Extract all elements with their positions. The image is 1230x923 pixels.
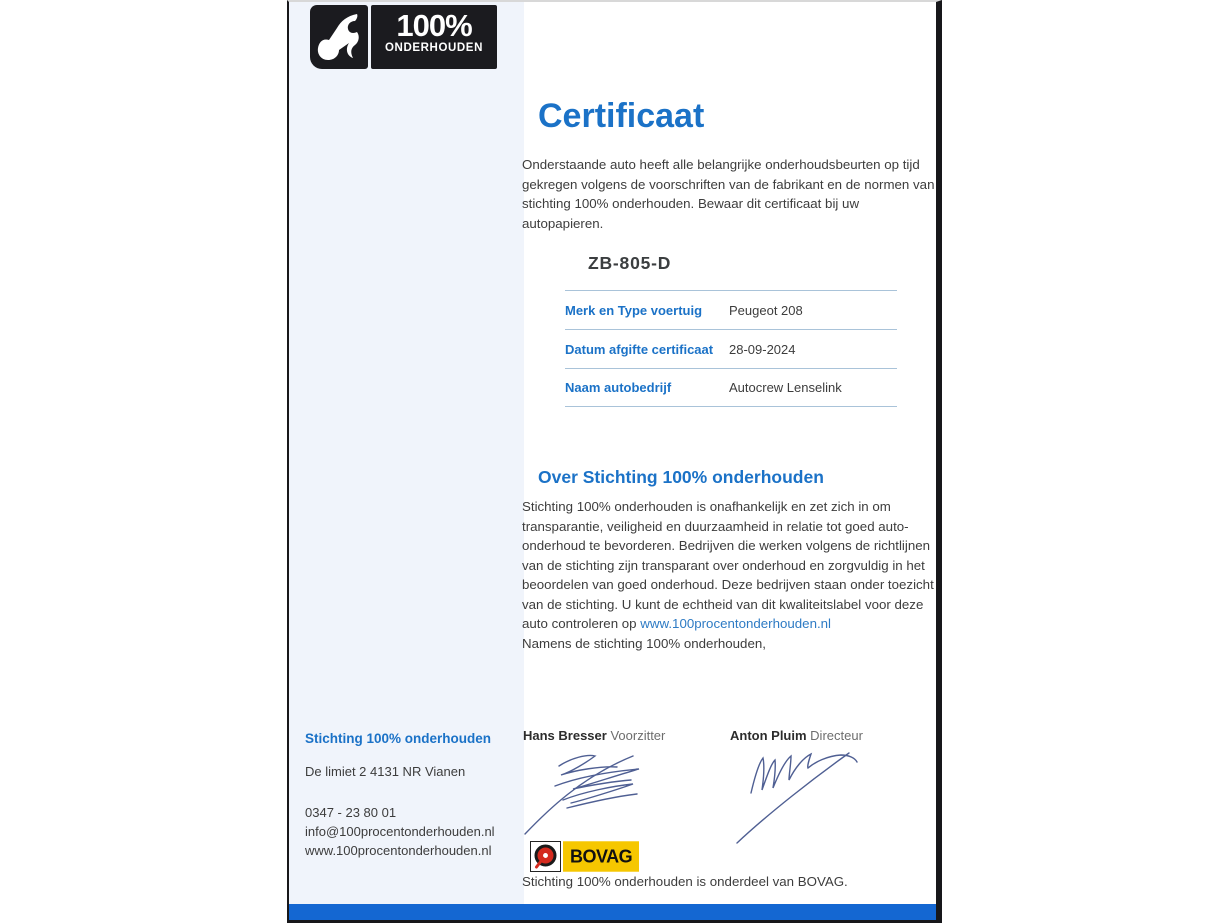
page-title: Certificaat — [538, 97, 705, 135]
signature-label-voorzitter — [523, 728, 665, 743]
contact-address: De limiet 2 4131 NR Vianen — [305, 764, 466, 779]
signature-image-anton-pluim — [729, 738, 884, 848]
logo-wordmark — [371, 5, 497, 69]
signer-role: Voorzitter — [610, 728, 666, 743]
bovag-wheel-icon — [530, 841, 561, 872]
contact-email: info@100procentonderhouden.nl — [305, 824, 495, 839]
detail-label: Datum afgifte certificaat — [565, 341, 714, 357]
about-closing-line: Namens de stichting 100% onderhouden, — [522, 635, 766, 651]
about-text: Stichting 100% onderhouden is onafhankelijk en zet zich in om transparantie, veiligheid en duurzaamheid in relatie tot goed auto-onderhoud te bevorderen. Bedrijven die werken volgens de richtlijnen van de stichting zijn transparant over onderhoud en zorgvuldig in het beoordelen van goed onderhoud. Deze bedrijven staan onder toezicht van de stichting. U kunt de echtheid van dit kwaliteitslabel voor deze auto controleren op — [522, 499, 934, 631]
detail-label: Naam autobedrijf — [565, 380, 672, 395]
detail-value: 28-09-2024 — [729, 341, 796, 357]
wrench-icon — [310, 5, 368, 69]
vehicle-details-table — [565, 290, 897, 407]
detail-value: Autocrew Lenselink — [729, 380, 842, 395]
table-row — [565, 329, 897, 368]
bovag-wordmark: BOVAG — [563, 841, 639, 871]
license-plate: ZB-805-D — [588, 253, 672, 273]
signer-name: Anton Pluim — [730, 728, 807, 743]
certificate-page — [287, 0, 942, 923]
detail-value: Peugeot 208 — [729, 302, 803, 318]
logo-percent-text: 100% — [396, 8, 472, 43]
bovag-logo — [530, 841, 639, 872]
logo-100-procent-onderhouden — [310, 5, 497, 69]
table-row — [565, 290, 897, 329]
signature-image-hans-bresser — [521, 742, 656, 837]
website-link[interactable]: www.100procentonderhouden.nl — [640, 616, 832, 631]
about-paragraph — [522, 497, 939, 653]
about-section-heading: Over Stichting 100% onderhouden — [538, 467, 824, 487]
signer-role: Directeur — [810, 728, 863, 743]
signer-name: Hans Bresser — [523, 728, 607, 743]
logo-subtitle-text: ONDERHOUDEN — [385, 42, 483, 54]
table-row — [565, 368, 897, 407]
contact-org-name: Stichting 100% onderhouden — [305, 731, 492, 746]
detail-label: Merk en Type voertuig — [565, 302, 703, 318]
contact-block — [305, 731, 495, 860]
contact-phone: 0347 - 23 80 01 — [305, 805, 397, 820]
bovag-note: Stichting 100% onderhouden is onderdeel van BOVAG. — [522, 874, 848, 889]
bottom-accent-bar — [289, 904, 936, 920]
contact-website: www.100procentonderhouden.nl — [305, 843, 492, 858]
intro-paragraph: Onderstaande auto heeft alle belangrijke onderhoudsbeurten op tijd gekregen volgens de voorschriften van de fabrikant en de normen van stichting 100% onderhouden. Bewaar dit certificaat bij uw autopapieren. — [522, 157, 935, 231]
